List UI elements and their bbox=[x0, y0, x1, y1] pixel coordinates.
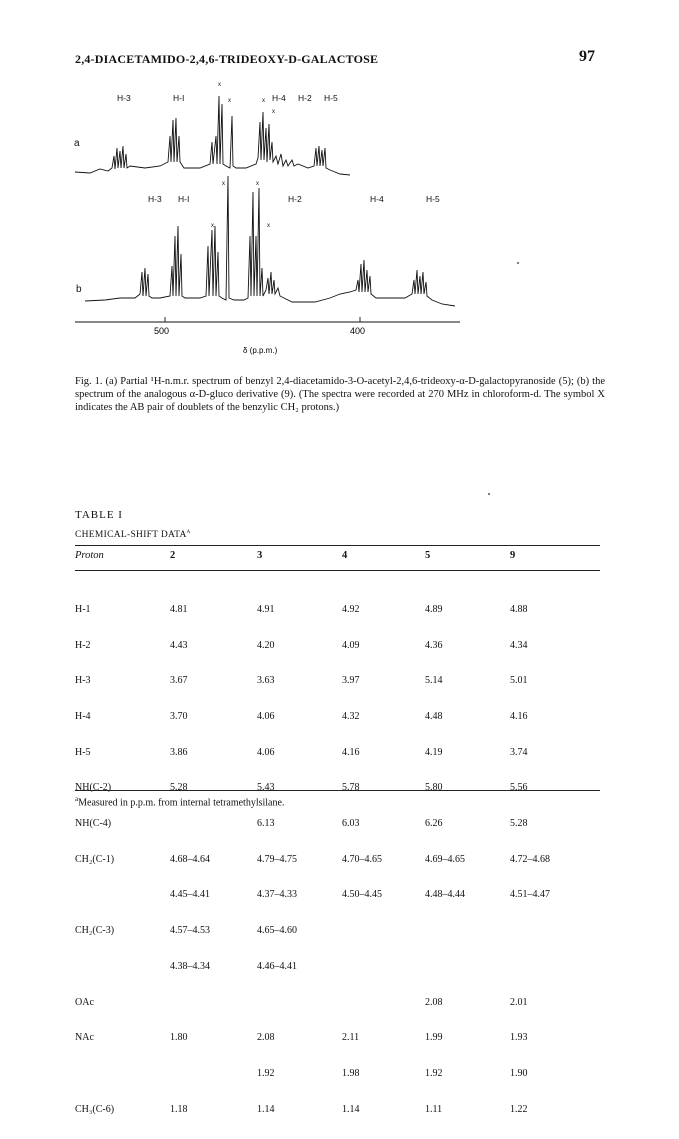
table-header-rule bbox=[75, 570, 600, 571]
trace-b-label-h5: H-5 bbox=[426, 194, 440, 204]
nmr-spectra-figure bbox=[60, 76, 480, 366]
table-cell: 4.70–4.65 bbox=[342, 853, 382, 865]
table-cell: 4.46–4.41 bbox=[257, 960, 297, 972]
spectrum-trace-a bbox=[75, 96, 350, 175]
trace-a-letter: a bbox=[74, 138, 80, 149]
table-cell: OAc bbox=[75, 996, 94, 1008]
table-cell: 4.91 bbox=[257, 603, 275, 615]
table-cell bbox=[342, 997, 382, 1009]
table-cell bbox=[425, 925, 465, 937]
table-cell: 3.70 bbox=[170, 710, 188, 722]
spectrum-trace-b bbox=[85, 176, 455, 306]
table-cell: 4.06 bbox=[257, 710, 275, 722]
table-cell: 1.93 bbox=[510, 1032, 528, 1044]
trace-a-label-h5: H-5 bbox=[324, 93, 338, 103]
trace-a-label-h4: H-4 bbox=[272, 93, 286, 103]
table-cell: CH₂(C-3) bbox=[75, 925, 115, 937]
compound-9-column bbox=[510, 580, 550, 1139]
table-cell: 4.51–4.47 bbox=[510, 889, 550, 901]
table-cell bbox=[342, 925, 382, 937]
table-cell: H-1 bbox=[75, 603, 91, 615]
table-cell bbox=[257, 997, 297, 1009]
x-mark: x bbox=[222, 181, 225, 187]
table-cell: H-5 bbox=[75, 746, 91, 758]
table-cell: 4.34 bbox=[510, 639, 528, 651]
table-cell bbox=[75, 1068, 114, 1080]
table-cell: 4.36 bbox=[425, 639, 443, 651]
table-cell: 1.80 bbox=[170, 1032, 188, 1044]
axis-label-ppm: δ (p.p.m.) bbox=[243, 346, 278, 355]
compound-3-column bbox=[257, 580, 297, 1139]
table-cell: 5.43 bbox=[257, 782, 275, 794]
table-cell: 4.89 bbox=[425, 603, 443, 615]
table-cell: H-3 bbox=[75, 675, 91, 687]
x-mark: x bbox=[272, 109, 275, 115]
table-cell: 4.19 bbox=[425, 746, 443, 758]
x-mark: x bbox=[211, 223, 214, 229]
table-top-rule bbox=[75, 545, 600, 546]
table-cell: 6.03 bbox=[342, 818, 360, 830]
table-cell: 6.13 bbox=[257, 818, 275, 830]
table-cell: CH₂(C-1) bbox=[75, 853, 115, 865]
table-cell bbox=[425, 961, 465, 973]
trace-a-label-h2: H-2 bbox=[298, 93, 312, 103]
table-cell: 2.08 bbox=[257, 1032, 275, 1044]
table-cell: 1.92 bbox=[257, 1067, 275, 1079]
table-cell: 5.78 bbox=[342, 782, 360, 794]
header-compound-9: 9 bbox=[510, 550, 516, 561]
table-cell bbox=[170, 997, 210, 1009]
table-cell: 4.50–4.45 bbox=[342, 889, 382, 901]
table-cell bbox=[75, 961, 114, 973]
table-cell: NH(C-2) bbox=[75, 782, 112, 794]
table-cell: 4.69–4.65 bbox=[425, 853, 465, 865]
figure-caption: Fig. 1. (a) Partial ¹H-n.m.r. spectrum of benzyl 2,4-diacetamido-3-O-acetyl-2,4,6-trideoxy-α-D-galactopyranoside (5); (b) the spectrum of the analogous α-D-gluco derivative (9). (The spectra were recorded at 270 MHz in chloroform-d. The symbol X indicates the AB pair of doublets of the benzylic CH₂ protons.) bbox=[75, 376, 605, 413]
header-proton: Proton bbox=[75, 550, 104, 561]
compound-2-column bbox=[170, 580, 210, 1139]
table-cell bbox=[342, 961, 382, 973]
table-cell: 2.08 bbox=[425, 996, 443, 1008]
table-cell: 4.92 bbox=[342, 603, 360, 615]
table-cell: 4.79–4.75 bbox=[257, 853, 297, 865]
table-cell: 4.16 bbox=[510, 710, 528, 722]
trace-b-label-h1: H-I bbox=[178, 194, 190, 204]
table-cell: 4.57–4.53 bbox=[170, 925, 210, 937]
compound-4-column bbox=[342, 580, 382, 1139]
x-mark: x bbox=[256, 181, 259, 187]
axis-tick-label-500: 500 bbox=[154, 326, 170, 336]
table-cell: 3.86 bbox=[170, 746, 188, 758]
table-cell: 5.14 bbox=[425, 675, 443, 687]
table-cell: 4.72–4.68 bbox=[510, 853, 550, 865]
table-cell: 4.45–4.41 bbox=[170, 889, 210, 901]
table-cell: 4.48 bbox=[425, 710, 443, 722]
header-compound-5: 5 bbox=[425, 550, 431, 561]
table-cell: 2.01 bbox=[510, 996, 528, 1008]
table-cell bbox=[170, 1068, 210, 1080]
table-cell: 5.56 bbox=[510, 782, 528, 794]
table-cell: 1.99 bbox=[425, 1032, 443, 1044]
compound-5-column bbox=[425, 580, 465, 1139]
page-number: 97 bbox=[579, 48, 595, 65]
x-mark: x bbox=[262, 98, 265, 104]
table-cell bbox=[170, 818, 210, 830]
table-cell bbox=[510, 961, 550, 973]
trace-a-label-h1: H-I bbox=[173, 93, 185, 103]
x-mark: x bbox=[267, 223, 270, 229]
header-compound-2: 2 bbox=[170, 550, 176, 561]
table-cell: 4.81 bbox=[170, 603, 188, 615]
table-cell: 4.43 bbox=[170, 639, 188, 651]
table-footnote: $^a$Measured in p.p.m. from internal tetramethylsilane. bbox=[75, 795, 285, 809]
table-cell: 3.67 bbox=[170, 675, 188, 687]
trace-a-label-h3: H-3 bbox=[117, 93, 131, 103]
proton-column bbox=[75, 580, 114, 1139]
scan-speck bbox=[517, 262, 519, 264]
table-cell: 3.74 bbox=[510, 746, 528, 758]
table-cell: H-2 bbox=[75, 639, 91, 651]
table-cell: 4.16 bbox=[342, 746, 360, 758]
trace-b-label-h4: H-4 bbox=[370, 194, 384, 204]
table-cell: 5.28 bbox=[170, 782, 188, 794]
table-cell: 4.88 bbox=[510, 603, 528, 615]
table-cell: H-4 bbox=[75, 710, 91, 722]
table-cell: 2.11 bbox=[342, 1032, 360, 1044]
table-cell: 4.32 bbox=[342, 710, 360, 722]
table-cell: 4.06 bbox=[257, 746, 275, 758]
table-cell: 1.22 bbox=[510, 1103, 528, 1115]
table-cell: 4.20 bbox=[257, 639, 275, 651]
table-cell: 1.18 bbox=[170, 1103, 188, 1115]
table-cell bbox=[75, 889, 114, 901]
table-cell: 3.63 bbox=[257, 675, 275, 687]
table-cell: 3.97 bbox=[342, 675, 360, 687]
scan-speck bbox=[488, 493, 490, 495]
table-cell: 6.26 bbox=[425, 818, 443, 830]
table-cell: 1.98 bbox=[342, 1067, 360, 1079]
table-cell: 1.90 bbox=[510, 1067, 528, 1079]
table-cell: CH₃(C-6) bbox=[75, 1103, 115, 1115]
table-cell bbox=[510, 925, 550, 937]
table-cell: 5.01 bbox=[510, 675, 528, 687]
trace-b-label-h3: H-3 bbox=[148, 194, 162, 204]
table-cell: 4.38–4.34 bbox=[170, 960, 210, 972]
table-cell: 5.28 bbox=[510, 818, 528, 830]
table-cell: NH(C-4) bbox=[75, 818, 112, 830]
axis-tick-label-400: 400 bbox=[350, 326, 366, 336]
table-title: TABLE I bbox=[75, 509, 123, 521]
trace-b-label-h2: H-2 bbox=[288, 194, 302, 204]
table-cell: 4.68–4.64 bbox=[170, 853, 210, 865]
table-cell: NAc bbox=[75, 1032, 94, 1044]
header-compound-4: 4 bbox=[342, 550, 348, 561]
table-cell: 1.14 bbox=[257, 1103, 275, 1115]
table-cell: 4.09 bbox=[342, 639, 360, 651]
running-title: 2,4-DIACETAMIDO-2,4,6-TRIDEOXY-D-GALACTOSE bbox=[75, 52, 379, 66]
table-cell: 4.37–4.33 bbox=[257, 889, 297, 901]
x-mark: x bbox=[228, 98, 231, 104]
table-cell: 1.92 bbox=[425, 1067, 443, 1079]
x-mark: x bbox=[218, 82, 221, 88]
table-cell: 5.80 bbox=[425, 782, 443, 794]
table-cell: 4.65–4.60 bbox=[257, 925, 297, 937]
table-bottom-rule bbox=[75, 790, 600, 791]
table-cell: 4.48–4.44 bbox=[425, 889, 465, 901]
table-cell: 1.14 bbox=[342, 1103, 360, 1115]
table-cell: 1.11 bbox=[425, 1103, 443, 1115]
table-subtitle: CHEMICAL-SHIFT DATA$^a$ bbox=[75, 527, 191, 541]
trace-b-letter: b bbox=[76, 284, 82, 295]
header-compound-3: 3 bbox=[257, 550, 263, 561]
